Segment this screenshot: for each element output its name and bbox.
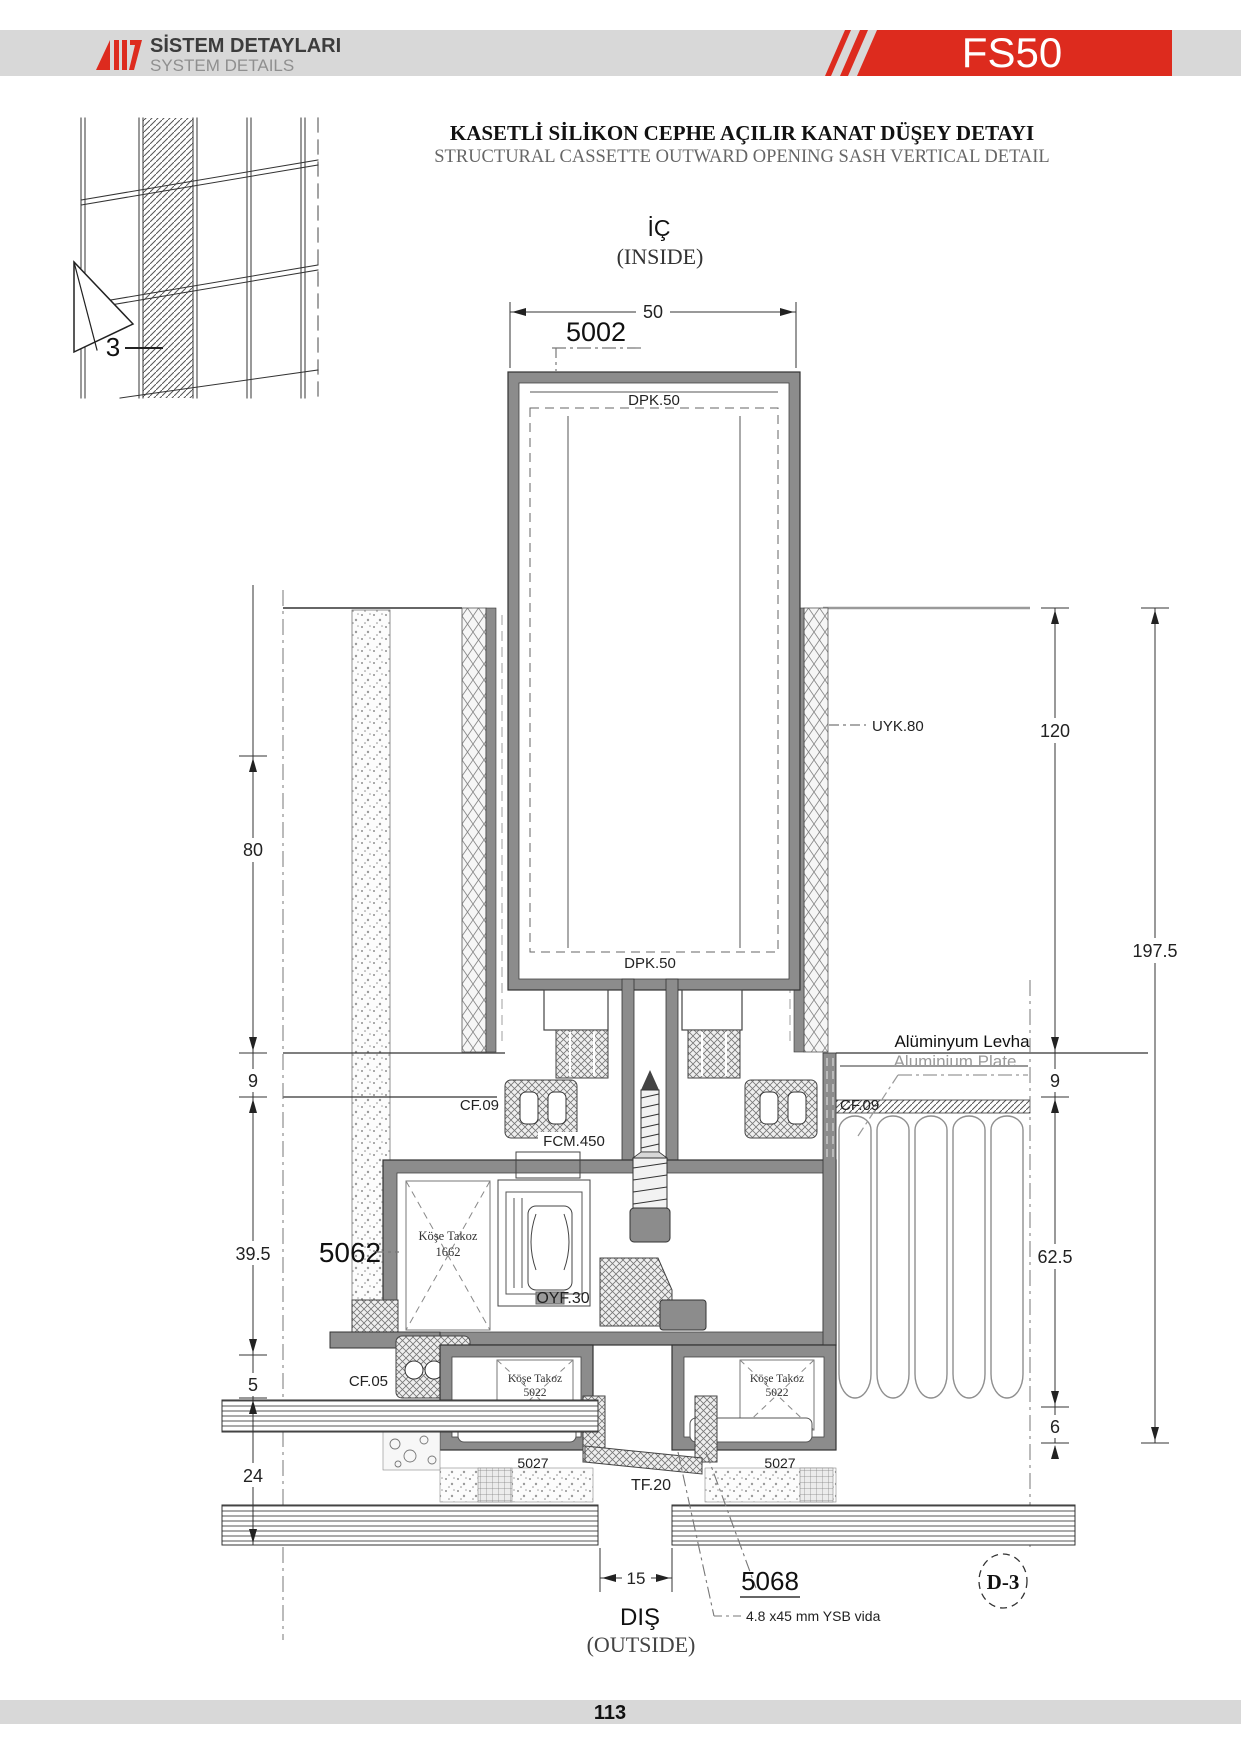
sill-slab-left <box>222 1505 598 1545</box>
header-title-tr: SİSTEM DETAYLARI <box>150 35 342 57</box>
page-header <box>0 29 1241 76</box>
corner-block-5022-right-label: Köşe Takoz <box>749 1373 805 1385</box>
label-tf20: TF.20 <box>630 1477 672 1494</box>
label-oyf30: OYF.30 <box>536 1290 590 1307</box>
dim-9-right: 9 <box>1049 1071 1061 1091</box>
label-cf05: CF.05 <box>348 1373 388 1390</box>
key-detail-number: 3 <box>105 332 121 362</box>
label-fcm450: FCM.450 <box>543 1133 605 1150</box>
dim-39-5: 39.5 <box>235 1244 271 1264</box>
cf09-gaskets <box>505 1080 817 1138</box>
dpk50-label-top: DPK.50 <box>628 392 680 409</box>
outside-label-en: (OUTSIDE) <box>586 1632 696 1657</box>
outside-label-tr: DIŞ <box>619 1604 661 1631</box>
open-sash-symbol <box>74 262 133 352</box>
product-code-banner <box>825 29 1172 76</box>
dim-top-width <box>510 300 796 368</box>
uyk-band-right <box>804 608 828 1052</box>
dim-80: 80 <box>242 840 264 860</box>
label-cf09-right: CF.09 <box>840 1097 880 1114</box>
corner-block-5022-left-number: 5022 <box>523 1387 547 1399</box>
detail-reference-bubble <box>979 1554 1027 1608</box>
corner-block-1662-number: 1662 <box>435 1245 461 1259</box>
section-drawing <box>222 372 1148 1640</box>
dim-197-5: 197.5 <box>1132 941 1178 961</box>
label-5068: 5068 <box>741 1566 799 1596</box>
label-5027-right: 5027 <box>764 1455 796 1471</box>
rib-gasket-left <box>556 1030 608 1078</box>
dim-15: 15 <box>626 1569 646 1588</box>
dim-chain-right <box>1032 608 1078 1458</box>
corner-block-1662-label: Köşe Takoz <box>418 1229 478 1243</box>
dim-5: 5 <box>247 1375 259 1395</box>
inside-label-en: (INSIDE) <box>616 244 704 269</box>
drawing-title <box>434 121 1049 167</box>
dim-6: 6 <box>1049 1417 1061 1437</box>
key-diagram <box>74 118 318 398</box>
inside-label-tr: İÇ <box>647 215 671 241</box>
callout-aluminium-plate <box>858 1032 1030 1136</box>
drawing-title-tr: KASETLİ SİLİKON CEPHE AÇILIR KANAT DÜŞEY DETAYI <box>449 121 1035 145</box>
dim-24: 24 <box>242 1466 264 1486</box>
label-5002: 5002 <box>565 317 627 347</box>
detail-ref-text: D-3 <box>986 1570 1020 1594</box>
callout-uyk80 <box>829 718 924 735</box>
dim-total <box>1126 608 1184 1443</box>
page-number: 113 <box>593 1702 627 1724</box>
dim-50: 50 <box>642 302 664 322</box>
uyk-band-left <box>462 608 486 1052</box>
insulation-wool <box>839 1116 1023 1398</box>
label-alu-en: Aluminium Plate <box>893 1052 1017 1071</box>
fixing-screw <box>630 1070 670 1242</box>
dim-joint-15 <box>600 1548 672 1592</box>
dpk50-label-bottom: DPK.50 <box>624 955 676 972</box>
corner-block-5022-right-number: 5022 <box>765 1387 789 1399</box>
cladding-panel <box>222 1400 598 1432</box>
sash-profile-5002 <box>508 372 800 990</box>
cladding-and-slabs <box>222 1400 1075 1545</box>
label-screw-note: 4.8 x45 mm YSB vida <box>746 1608 881 1624</box>
label-uyk80: UYK.80 <box>872 718 924 735</box>
page-footer <box>0 1700 1241 1724</box>
callout-5002 <box>552 317 642 371</box>
label-alu-tr: Alüminyum Levha <box>894 1032 1030 1051</box>
product-code: FS50 <box>961 29 1063 76</box>
dim-120: 120 <box>1039 721 1071 741</box>
header-title-en: SYSTEM DETAILS <box>150 56 295 75</box>
drawing-title-en: STRUCTURAL CASSETTE OUTWARD OPENING SASH VERTICAL DETAIL <box>434 147 1050 167</box>
label-5027-left: 5027 <box>517 1455 549 1471</box>
callout-fcm450 <box>538 1132 610 1150</box>
key-hatched-band <box>143 118 193 398</box>
label-5062: 5062 <box>318 1237 382 1268</box>
sash-bottom-hardware <box>544 990 742 1078</box>
rib-gasket-right <box>688 1030 740 1078</box>
dim-9-left: 9 <box>247 1071 259 1091</box>
corner-block-5022-left-label: Köşe Takoz <box>507 1373 563 1385</box>
dim-62-5: 62.5 <box>1037 1247 1073 1267</box>
label-cf09-left: CF.09 <box>459 1097 499 1114</box>
